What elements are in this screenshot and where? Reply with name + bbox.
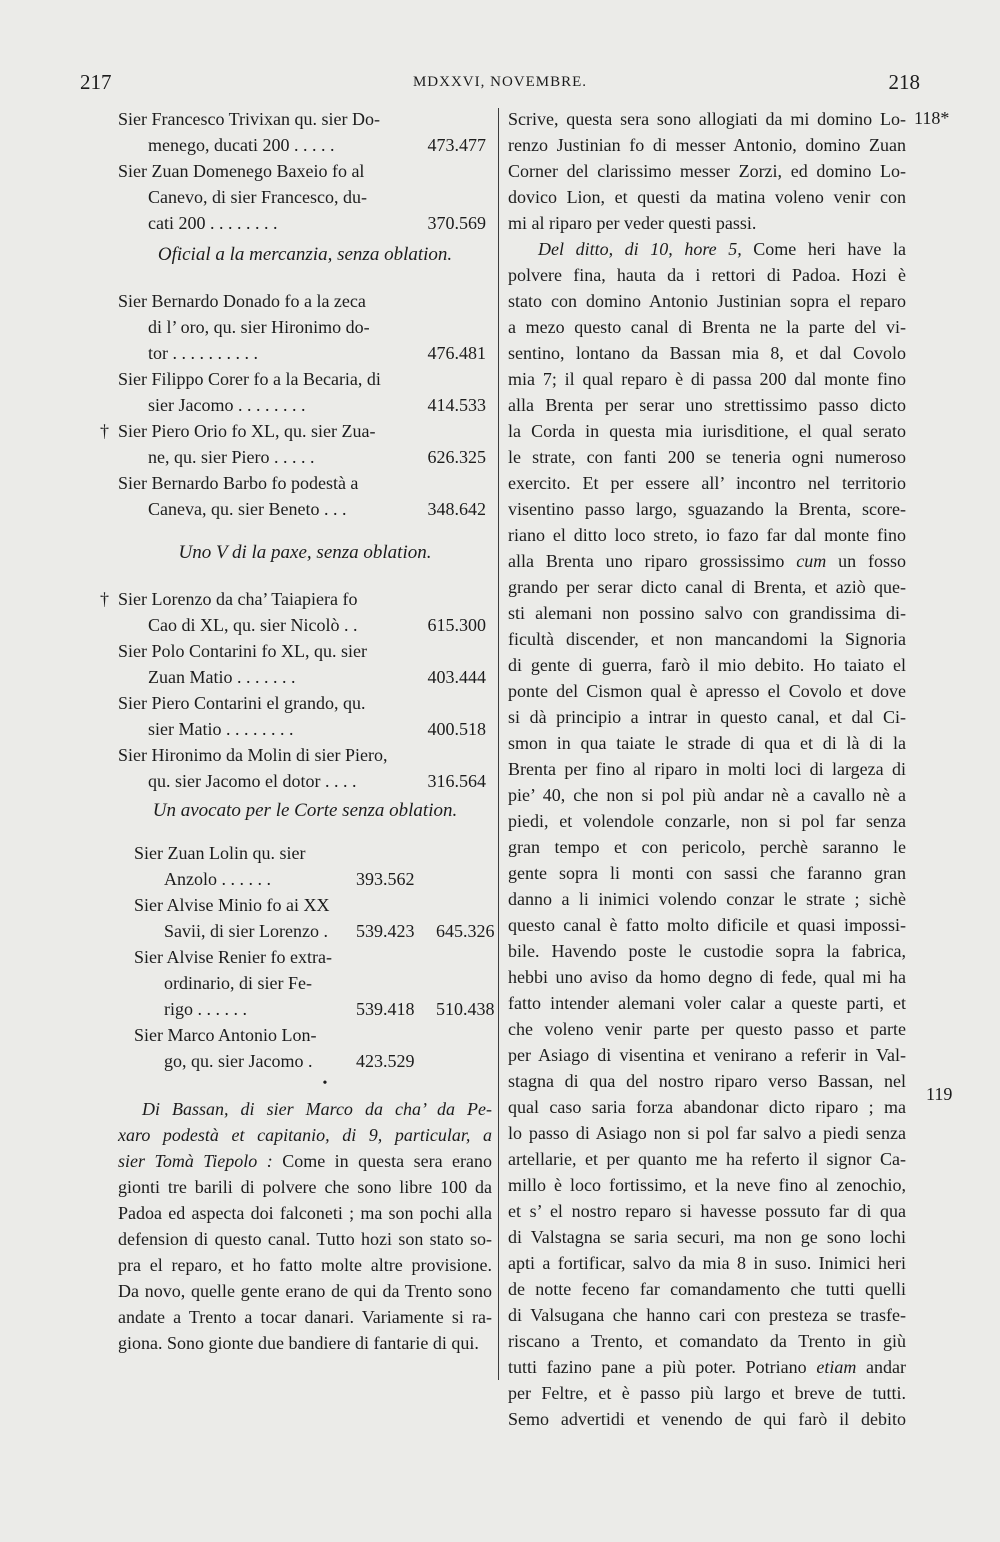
right-page-number: 218 <box>888 70 920 94</box>
list-item: Sier Bernardo Barbo fo podestà a Caneva, qu. sier Beneto . . . 348.642 <box>118 470 492 522</box>
list-item: Sier Hironimo da Molin di sier Piero, qu. sier Jacomo el dotor . . . . 316.564 <box>118 742 492 794</box>
section-heading: Un avocato per le Corte senza oblation. <box>152 800 458 821</box>
vote-count: 400.518 <box>427 719 486 739</box>
left-column <box>100 106 495 1356</box>
list-item: Sier Piero Contarini el grando, qu. sier Matio . . . . . . . . 400.518 <box>118 690 492 742</box>
letter-paragraph: Del ditto, di 10, hore 5, Come heri have la polvere fina, hauta da i rettori di Padoa. Hozi è stato con domino Antonio Justinian sopra el reparo a mezo questo canal di Brenta ne la parte del vi- sentino, lontano da Bassan mia 8, et dal Covolo mia 7; il qual reparo è di passa 200 dal monte fino alla Brenta per serar uno strettissimo passo dicto la Corda in questa mia iurisditione, el qual serato le strate, con fanti 200 se teneria ogni numeroso exercito. Et per essere all’ incontro nel territorio visentino passo largo, sguazando la Brenta, score- riano el ditto loco streto, io fazo far dal monte fino alla Brenta uno riparo grossissimo cum un fosso grando per serar dicto canal di Brenta, et aziò que- sti alemani non possino salvo con grandissima di- ficultà discender, et non mancandomi la Signoria di gente di guerra, farò il mio debito. Ho taiato el ponte del Cismon qual è apresso el Covolo et dove si dà principio a intrar in questo canal, et dal Ci- smon in qua taiate le strade di qua et di là di la Brenta per fino al riparo in molti loci di largeza di pie’ 40, che non si pol più andar nè a cavallo nè a piedi, et volendole conzarle, non si pol far senza gran tempo et con pericolo, perchè saranno le gente sopra li monti con sassi che faranno gran danno a li inimici volendo conzar le strate ; sichè questo canal è fatto molto dificile et quasi impossi- bile. Havendo poste le custodie sopra la fabrica, hebbi uno aviso da homo degno di fede, qual mi ha fatto intender alemani voler calar a queste parti, et che voleno venir parte per questo passo et parte per Asiago di visentina et venirano a referir in Val- stagna di qua del nostro riparo verso Bassan, nel qual caso saria forza abandonar dicto riparo ; ma lo passo di Asiago non si pol far salvo a piedi senza artellarie, et per quanto me ha referto il signor Ca- millo è loco fortissimo, et la neve fino al zenochio, et s’ el nostro reparo si havesse possuto far di qua di Valstagna se saria securi, ma non ge sono lochi apti a fortificar, salvo da mia 8 in suso. Inimici heri de notte feceno far comandamento che tutti quelli di Valsugana che hanno cari con presteza se trasfe- riscano a Trento, et comandato da Trento in giù tutti fazino pane a più poter. Potriano etiam andar per Feltre, et è passo più largo et breve de tutti. Semo advertidi et venendo de qui farò il debito <box>508 239 906 1429</box>
vote-count: 473.477 <box>427 135 486 155</box>
vote-count: 423.529 <box>356 1051 415 1071</box>
list-item: Sier Bernardo Donado fo a la zeca di l’ oro, qu. sier Hironimo do- tor . . . . . . . . . . 476.481 <box>118 288 492 366</box>
margin-folio-119: 119 <box>926 1084 953 1104</box>
vote-count-second: 510.438 <box>436 999 495 1019</box>
list-item: Sier Alvise Minio fo ai XX Savii, di sier Lorenzo . 539.423 645.326 <box>118 892 492 944</box>
letter-paragraph: Di Bassan, di sier Marco da cha’ da Pe- xaro podestà et capitanio, di 9, particular, a sier Tomà Tiepolo : Come in questa sera erano gionti tre barili di polvere che sono libre 100 da Padoa ed aspecta doi falconeti ; ma son pochi alla defension di questo canal. Tutto hozi son stato so- pra el reparo, et ho fatto molte altre provisione. Da novo, quelle gente erano de qui da Trento sono andate a Trento a tocar danari. Variamente si ra- giona. Sono gionte due bandiere di fantarie di qui. <box>118 1099 492 1353</box>
column-divider <box>498 108 499 1380</box>
list-item: Sier Filippo Corer fo a la Becaria, di sier Jacomo . . . . . . . . 414.533 <box>118 366 492 418</box>
vote-count: 626.325 <box>427 447 486 467</box>
vote-count: 393.562 <box>356 869 415 889</box>
list-item: † Sier Lorenzo da cha’ Taiapiera fo Cao di XL, qu. sier Nicolò . . 615.300 <box>118 586 492 638</box>
list-item: † Sier Piero Orio fo XL, qu. sier Zua- ne, qu. sier Piero . . . . . 626.325 <box>118 418 492 470</box>
vote-count: 403.444 <box>427 667 486 687</box>
dagger-mark: † <box>100 589 109 609</box>
running-header <box>80 70 920 100</box>
list-item: Sier Zuan Lolin qu. sier Anzolo . . . . . . 393.562 <box>118 840 492 892</box>
dagger-mark: † <box>100 421 109 441</box>
vote-count: 348.642 <box>427 499 486 519</box>
right-column <box>508 106 906 1432</box>
list-item: Sier Marco Antonio Lon- go, qu. sier Jacomo . 423.529 <box>118 1022 492 1074</box>
letter-paragraph: Scrive, questa sera sono allogiati da mi domino Lo- renzo Justinian fo di messer Antonio, domino Zuan Corner del clarissimo messer Zorzi, ed domino Lo- dovico Lion, et questi da matina voleno venir con mi al riparo per veder questi passi. <box>508 109 906 233</box>
left-page-number: 217 <box>80 70 112 94</box>
list-item: Sier Alvise Renier fo extra- ordinario, di sier Fe- rigo . . . . . . 539.418 510.438 <box>118 944 492 1022</box>
margin-folio-118: 118* <box>914 108 950 128</box>
vote-count: 476.481 <box>427 343 486 363</box>
bullet-mark: • <box>322 1076 328 1091</box>
section-heading: Uno V di la paxe, senza oblation. <box>178 542 432 563</box>
vote-count: 414.533 <box>427 395 486 415</box>
vote-count: 316.564 <box>427 771 486 791</box>
vote-count: 615.300 <box>427 615 486 635</box>
vote-count-second: 645.326 <box>436 921 495 941</box>
vote-count: 539.418 <box>356 999 415 1019</box>
list-item: Sier Zuan Domenego Baxeio fo al Canevo, di sier Francesco, du- cati 200 . . . . . . . . 370.569 <box>118 158 492 236</box>
list-item: Sier Francesco Trivixan qu. sier Do- menego, ducati 200 . . . . . 473.477 <box>118 106 492 158</box>
vote-count: 370.569 <box>427 213 486 233</box>
list-item: Sier Polo Contarini fo XL, qu. sier Zuan Matio . . . . . . . 403.444 <box>118 638 492 690</box>
running-title: MDXXVI, NOVEMBRE. <box>412 74 588 90</box>
section-heading: Oficial a la mercanzia, senza oblation. <box>157 244 453 265</box>
vote-count: 539.423 <box>356 921 415 941</box>
